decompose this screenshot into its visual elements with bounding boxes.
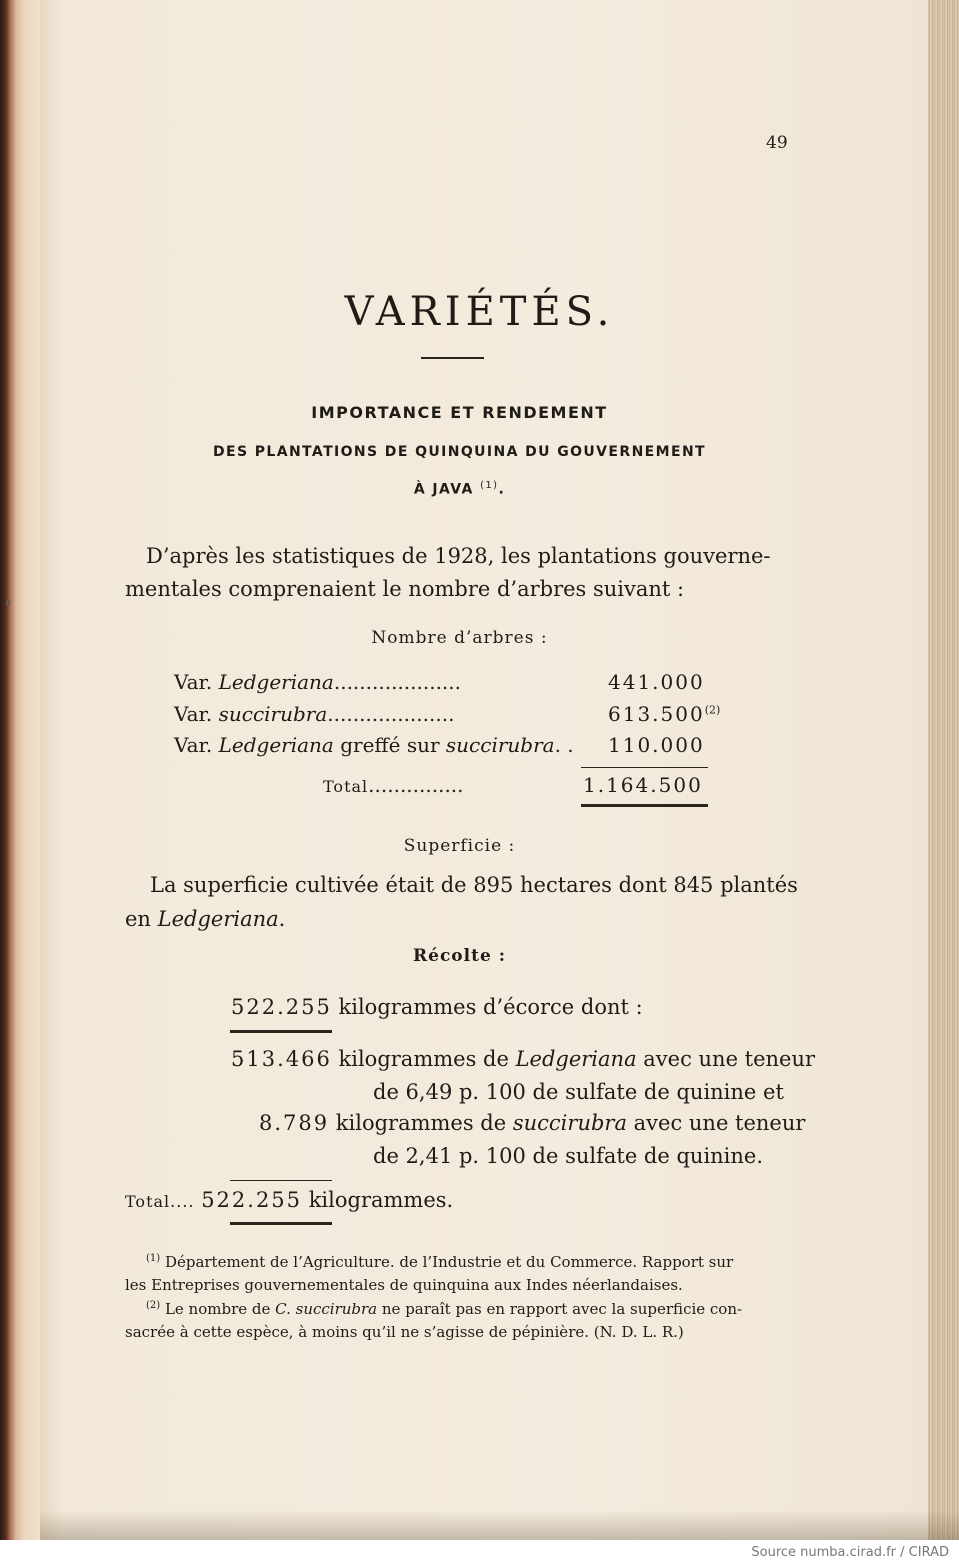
variety-name-2: succirubra [445, 733, 555, 757]
page-title: VARIÉTÉS. [344, 289, 615, 335]
tree-count [608, 702, 720, 726]
harvest-rule-2 [230, 1180, 332, 1181]
harvest-rule-3 [230, 1222, 332, 1225]
dot-leader: . . [554, 733, 574, 757]
footnote-2-line-1 [146, 1300, 742, 1318]
total-rule-top [581, 767, 708, 768]
bottom-shadow [40, 1510, 959, 1540]
harvest-variety: succirubra [512, 1111, 627, 1135]
surface-variety: Ledgeriana [157, 907, 279, 931]
harvest-total-value: 522.255 [201, 1188, 303, 1212]
harvest-total-label: Total.... [125, 1192, 195, 1211]
heading-line-2: DES PLANTATIONS DE QUINQUINA DU GOUVERNEMENT [212, 444, 707, 460]
harvest-line-3: de 6,49 p. 100 de sulfate de quinine et [373, 1080, 784, 1104]
surface-label: Superficie : [403, 836, 516, 856]
footnote-1-text: Département de l’Agriculture. de l’Industrie et du Commerce. Rapport sur [160, 1253, 734, 1271]
footnote-2-line-2: sacrée à cette espèce, à moins qu’il ne s’agisse de pépinière. (N. D. L. R.) [125, 1323, 684, 1341]
dot-leader: .................... [327, 702, 455, 726]
footnote-2-species: C. succirubra [275, 1300, 378, 1318]
heading-line-3-text: À JAVA [413, 481, 474, 498]
footnote-ref-1: (1) [480, 480, 499, 491]
harvest-line-4-text: kilogrammes de [329, 1111, 513, 1135]
variety-name: Ledgeriana [218, 670, 334, 694]
harvest-ledgeriana-kg: 513.466 [231, 1047, 332, 1071]
row-prefix: Var. [174, 733, 219, 757]
variety-name: succirubra [218, 702, 328, 726]
table-row [174, 702, 454, 726]
footnote-1-mark: (1) [146, 1253, 161, 1264]
heading-line-3-end: . [498, 481, 506, 498]
page-number: 49 [766, 133, 788, 153]
harvest-total-text: kilogrammes. [302, 1188, 454, 1212]
heading-line-3 [0, 480, 919, 498]
title-rule [421, 357, 484, 359]
table-row [174, 670, 461, 694]
total-value: 1.164.500 [583, 773, 703, 797]
harvest-line-4 [259, 1111, 805, 1135]
surface-line-2-end: . [278, 907, 286, 931]
footnote-1-line-1 [146, 1253, 733, 1271]
book-cover-edge [0, 0, 40, 1540]
harvest-rule-1 [230, 1030, 332, 1033]
harvest-total-bark: 522.255 [231, 995, 332, 1019]
total-label: Total [323, 777, 369, 796]
harvest-line-4-end: avec une teneur [626, 1111, 806, 1135]
total-row [323, 773, 464, 797]
harvest-line-2-end: avec une teneur [636, 1047, 816, 1071]
harvest-succirubra-kg: 8.789 [259, 1111, 330, 1135]
row-prefix: Var. [174, 702, 219, 726]
table-row [174, 733, 574, 757]
tree-count: 441.000 [608, 670, 705, 694]
harvest-line-1-text: kilogrammes d’écorce dont : [331, 995, 643, 1019]
harvest-line-1 [231, 995, 643, 1019]
harvest-total [125, 1188, 453, 1212]
total-rule-bottom [581, 804, 708, 807]
surface-line-1: La superficie cultivée était de 895 hectares dont 845 plantés [150, 873, 798, 897]
harvest-line-2 [231, 1047, 815, 1071]
page-edges [928, 0, 959, 1540]
dot-leader: .................... [333, 670, 462, 694]
harvest-label: Récolte : [413, 946, 506, 966]
footnote-2-text-b: ne paraît pas en rapport avec la superficie con- [377, 1300, 743, 1318]
intro-line-2: mentales comprenaient le nombre d’arbres suivant : [125, 577, 685, 601]
tree-count: 110.000 [608, 733, 705, 757]
source-bar [0, 1540, 959, 1566]
source-credit: Source numba.cirad.fr / CIRAD [751, 1545, 949, 1560]
dot-leader: ............... [368, 773, 464, 797]
footnote-1-line-2: les Entreprises gouvernementales de quinquina aux Indes néerlandaises. [125, 1276, 683, 1294]
footnote-2-mark: (2) [146, 1300, 161, 1311]
heading-line-1: IMPORTANCE ET RENDEMENT [311, 403, 608, 422]
intro-line-1: D’après les statistiques de 1928, les plantations gouverne- [146, 544, 771, 568]
scan-speck [6, 600, 10, 606]
footnote-2-text-a: Le nombre de [160, 1300, 276, 1318]
harvest-line-2-text: kilogrammes de [331, 1047, 516, 1071]
surface-line-2 [125, 907, 285, 931]
harvest-variety: Ledgeriana [515, 1047, 637, 1071]
harvest-line-5: de 2,41 p. 100 de sulfate de quinine. [373, 1144, 764, 1168]
row-middle: greffé sur [333, 733, 446, 757]
tree-count-value: 613.500 [608, 702, 705, 726]
surface-line-2-prefix: en [125, 907, 158, 931]
variety-name: Ledgeriana [218, 733, 334, 757]
row-prefix: Var. [174, 670, 219, 694]
trees-label: Nombre d’arbres : [371, 628, 548, 648]
footnote-ref-2: (2) [704, 703, 721, 717]
